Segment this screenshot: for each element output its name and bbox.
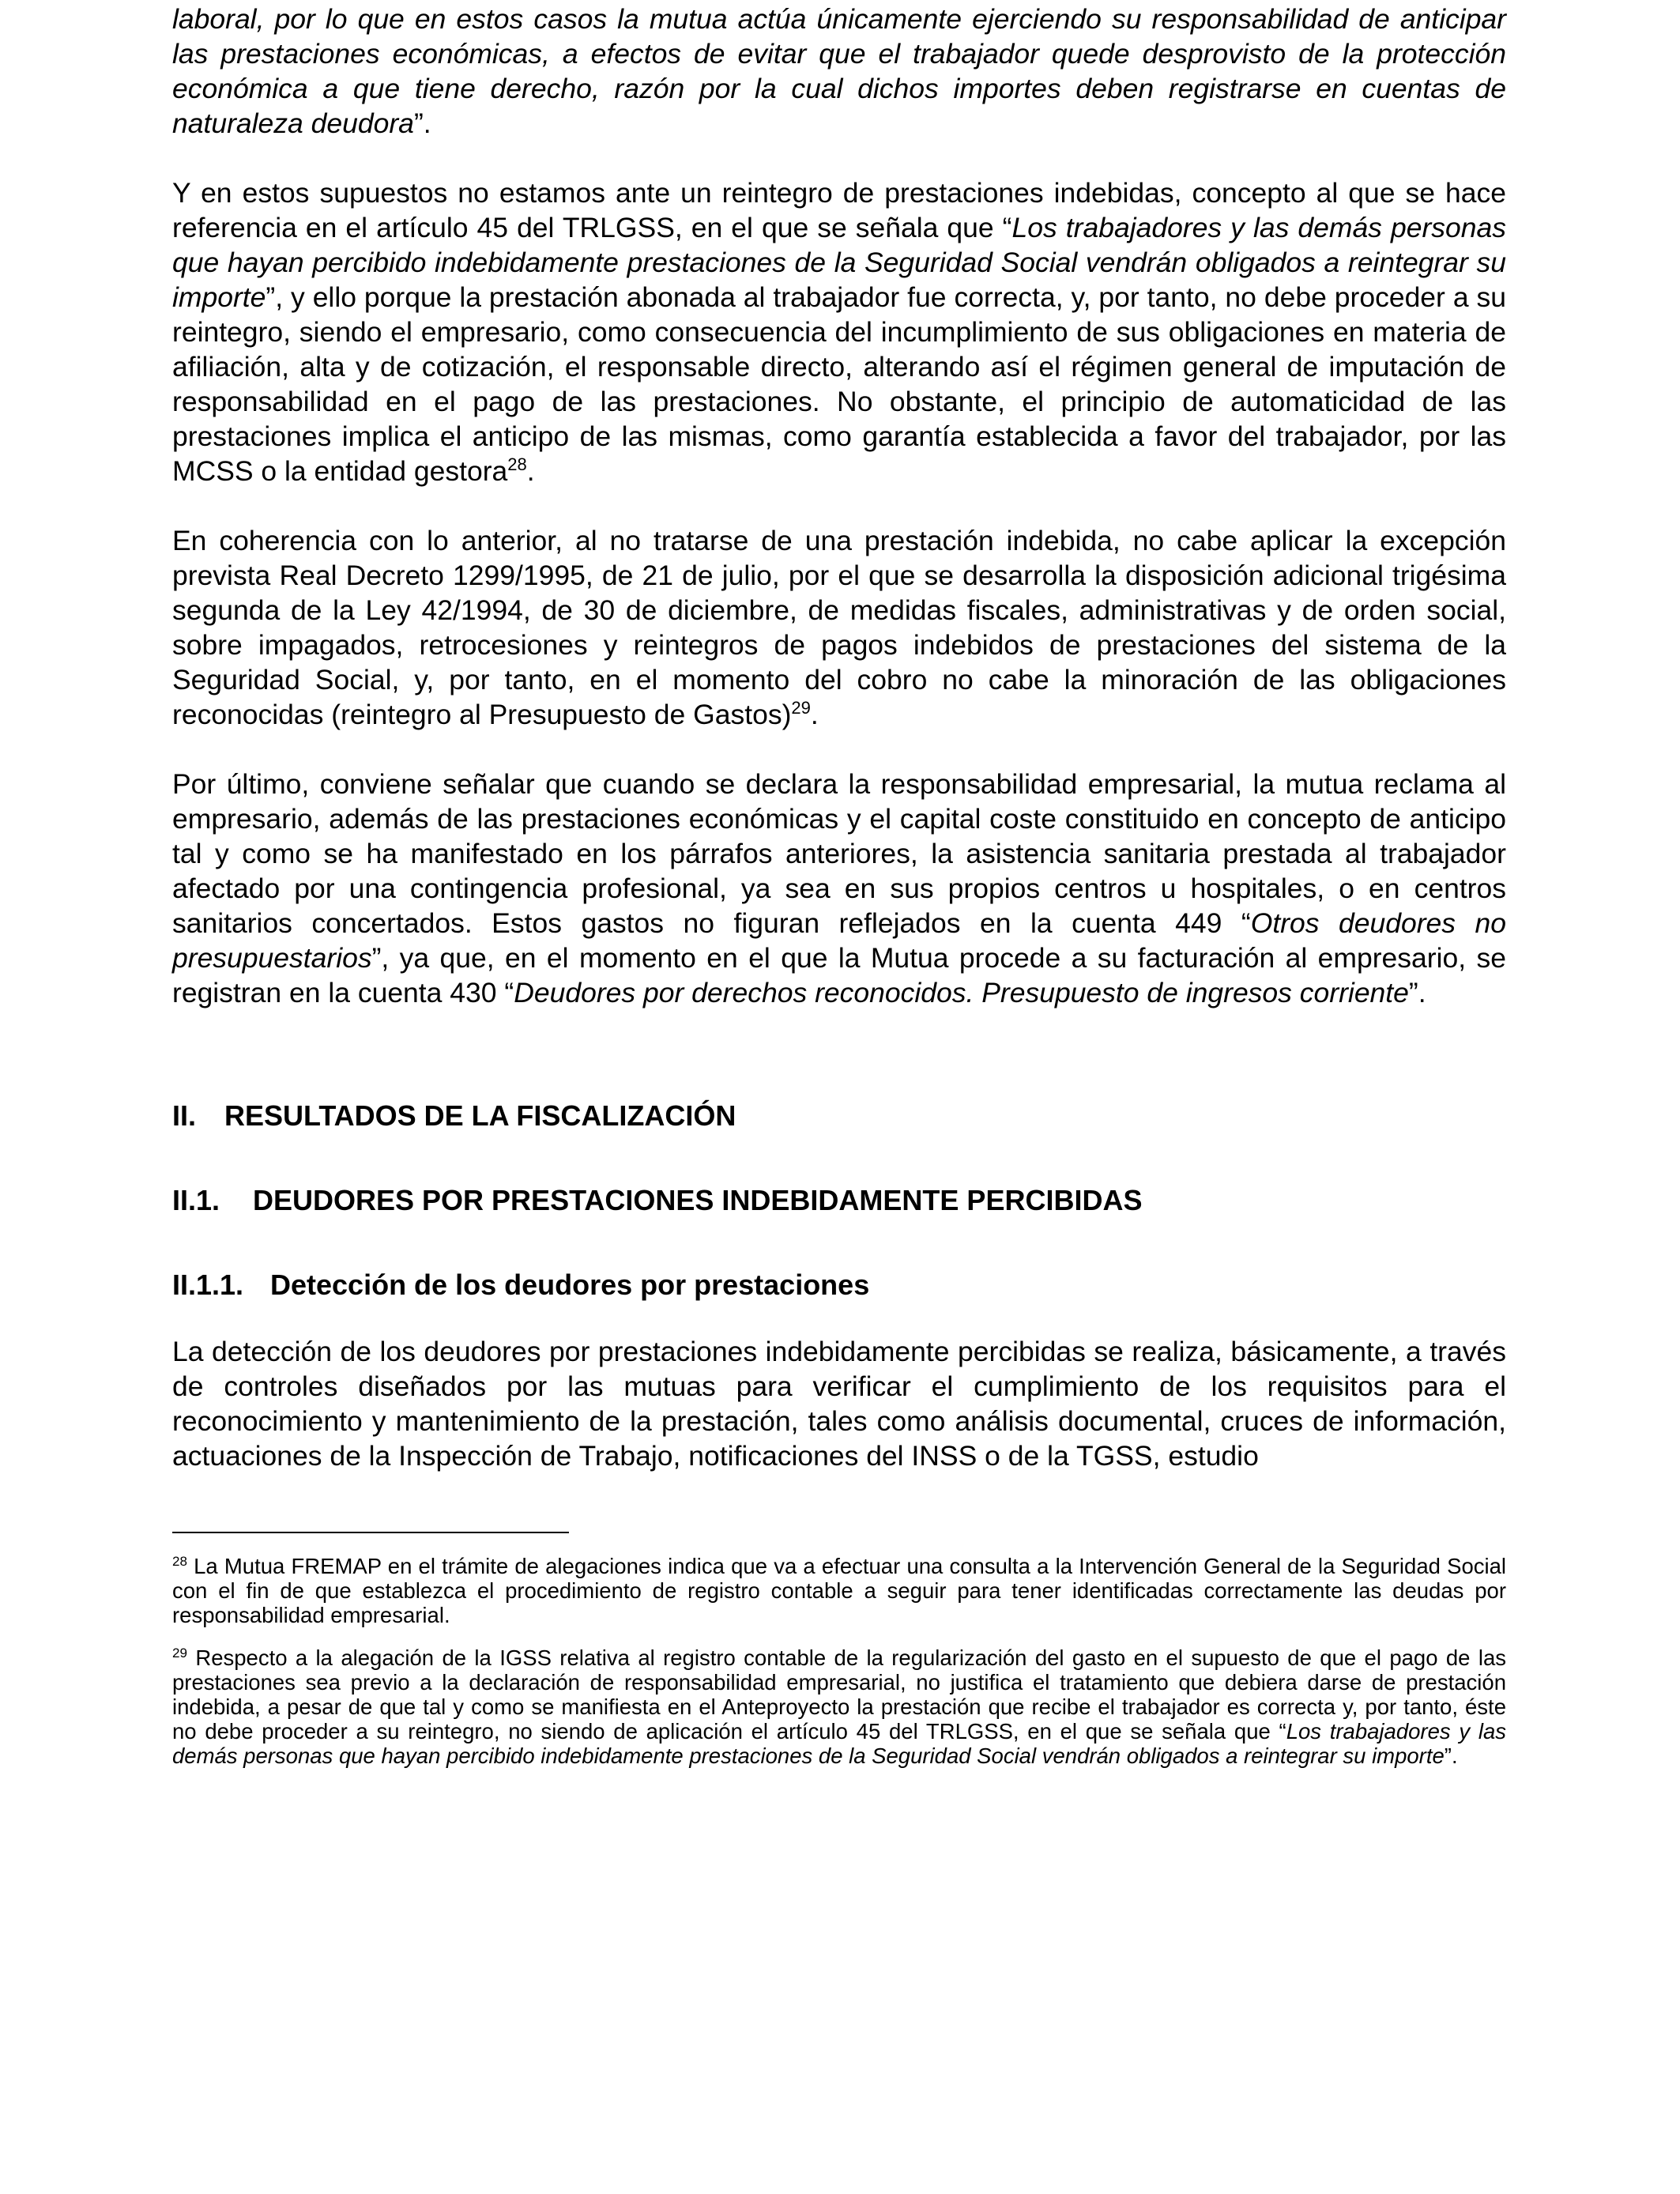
footnote-text: Respecto a la alegación de la IGSS relativa al registro contable de la regularización del gasto en el supuesto de que el pago de las prestaciones sea previo a la declaración de responsabilidad empresarial, no justifica el tratamiento que debiera darse de prestación indebida, a pesar de que tal y como se manifiesta en el Anteproyecto la prestación que recibe el trabajador es correcta y, por tanto, éste no debe proceder a su reintegro, no siendo de aplicación el artículo 45 del TRLGSS, en el que se señala que “ [172, 1646, 1506, 1744]
subsubsection-number: II.1.1. [172, 1269, 244, 1301]
subsubsection-heading [172, 1268, 1506, 1302]
subsection-heading [172, 1183, 1506, 1218]
footnote-text: La Mutua FREMAP en el trámite de alegaciones indica que va a efectuar una consulta a la Intervención General de la Seguridad Social con el fin de que establezca el procedimiento de registro contable a seguir para tener identificadas correctamente las deudas por responsabilidad empresarial. [172, 1554, 1506, 1627]
text-run: Por último, conviene señalar que cuando se declara la responsabilidad empresarial, la mutua reclama al empresario, además de las prestaciones económicas y el capital coste constituido en concepto de anticipo tal y como se ha manifestado en los párrafos anteriores, la asistencia sanitaria prestada al trabajador afectado por una contingencia profesional, ya sea en sus propios centros u hospitales, o en centros sanitarios concertados. Estos gastos no figuran reflejados en la cuenta 449 “ [172, 768, 1506, 939]
section-title: RESULTADOS DE LA FISCALIZACIÓN [224, 1099, 736, 1132]
footnote-number: 28 [172, 1553, 187, 1569]
subsubsection-title: Detección de los deudores por prestaciones [270, 1269, 870, 1301]
text-run: La detección de los deudores por prestaciones indebidamente percibidas se realiza, básicamente, a través de controles diseñados por las mutuas para verificar el cumplimiento de los requisitos para el reconocimiento y mantenimiento de la prestación, tales como análisis documental, cruces de información, actuaciones de la Inspección de Trabajo, notificaciones del INSS o de la TGSS, estudio [172, 1336, 1506, 1472]
text-run: . [526, 455, 535, 487]
section-number: II. [172, 1099, 197, 1132]
text-run: En coherencia con lo anterior, al no tratarse de una prestación indebida, no cabe aplicar la excepción prevista Real Decreto 1299/1995, de 21 de julio, por el que se desarrolla la disposición adicional trigésima segunda de la Ley 42/1994, de 30 de diciembre, de medidas fiscales, administrativas y de orden social, sobre impagados, retrocesiones y reintegros de pagos indebidos de prestaciones del sistema de la Seguridad Social, y, por tanto, en el momento del cobro no cabe la minoración de las obligaciones reconocidas (reintegro al Presupuesto de Gastos) [172, 525, 1506, 730]
paragraph-por-ultimo [172, 767, 1506, 1010]
footnote-ref-29[interactable]: 29 [791, 698, 811, 718]
paragraph-reintegro [172, 175, 1506, 488]
section-heading [172, 1099, 1506, 1133]
italic-quote: Los trabajadores y las demás personas que hayan percibido indebidamente prestaciones de la Seguridad Social vendrán obligados a reintegrar su importe [172, 212, 1507, 313]
italic-account-name: Otros deudores no presupuestarios [172, 907, 1506, 974]
subsection-title: DEUDORES POR PRESTACIONES INDEBIDAMENTE PERCIBIDAS [253, 1184, 1143, 1216]
footnote-29 [172, 1646, 1506, 1768]
footnote-number: 29 [172, 1645, 187, 1661]
text-run: ”. [1408, 977, 1426, 1008]
footnote-text: ”. [1444, 1744, 1458, 1768]
italic-quote: laboral, por lo que en estos casos la mutua actúa únicamente ejerciendo su responsabilidad de anticipar las prestaciones económicas, a efectos de evitar que el trabajador quede desprovisto de la protección económica a que tiene derecho, razón por la cual dichos importes deben registrarse en cuentas de naturaleza deudora [172, 3, 1506, 139]
text-run: ”, ya que, en el momento en el que la Mutua procede a su facturación al empresario, se registran en la cuenta 430 “ [172, 942, 1506, 1008]
subsection-number: II.1. [172, 1184, 220, 1216]
paragraph-coherencia [172, 523, 1506, 732]
paragraph-continuation [172, 2, 1506, 141]
text-run: ”, y ello porque la prestación abonada al trabajador fue correcta, y, por tanto, no debe proceder a su reintegro, siendo el empresario, como consecuencia del incumplimiento de sus obligaciones en materia de afiliación, alta y de cotización, el responsable directo, alterando así el régimen general de imputación de responsabilidad en el pago de las prestaciones. No obstante, el principio de automaticidad de las prestaciones implica el anticipo de las mismas, como garantía establecida a favor del trabajador, por las MCSS o la entidad gestora [172, 281, 1506, 487]
text-run: Y en estos supuestos no estamos ante un reintegro de prestaciones indebidas, concepto al que se hace referencia en el artículo 45 del TRLGSS, en el que se señala que “ [172, 177, 1506, 243]
italic-quote: Los trabajadores y las demás personas que hayan percibido indebidamente prestaciones de la Seguridad Social vendrán obligados a reintegrar su importe [172, 1719, 1506, 1768]
footnote-28 [172, 1554, 1506, 1627]
paragraph-deteccion [172, 1334, 1506, 1473]
text-run: . [810, 699, 819, 730]
footnote-separator [172, 1532, 569, 1533]
text-run: ”. [413, 107, 431, 139]
footnote-ref-28[interactable]: 28 [507, 454, 527, 475]
italic-account-name: Deudores por derechos reconocidos. Presupuesto de ingresos corriente [514, 977, 1409, 1008]
